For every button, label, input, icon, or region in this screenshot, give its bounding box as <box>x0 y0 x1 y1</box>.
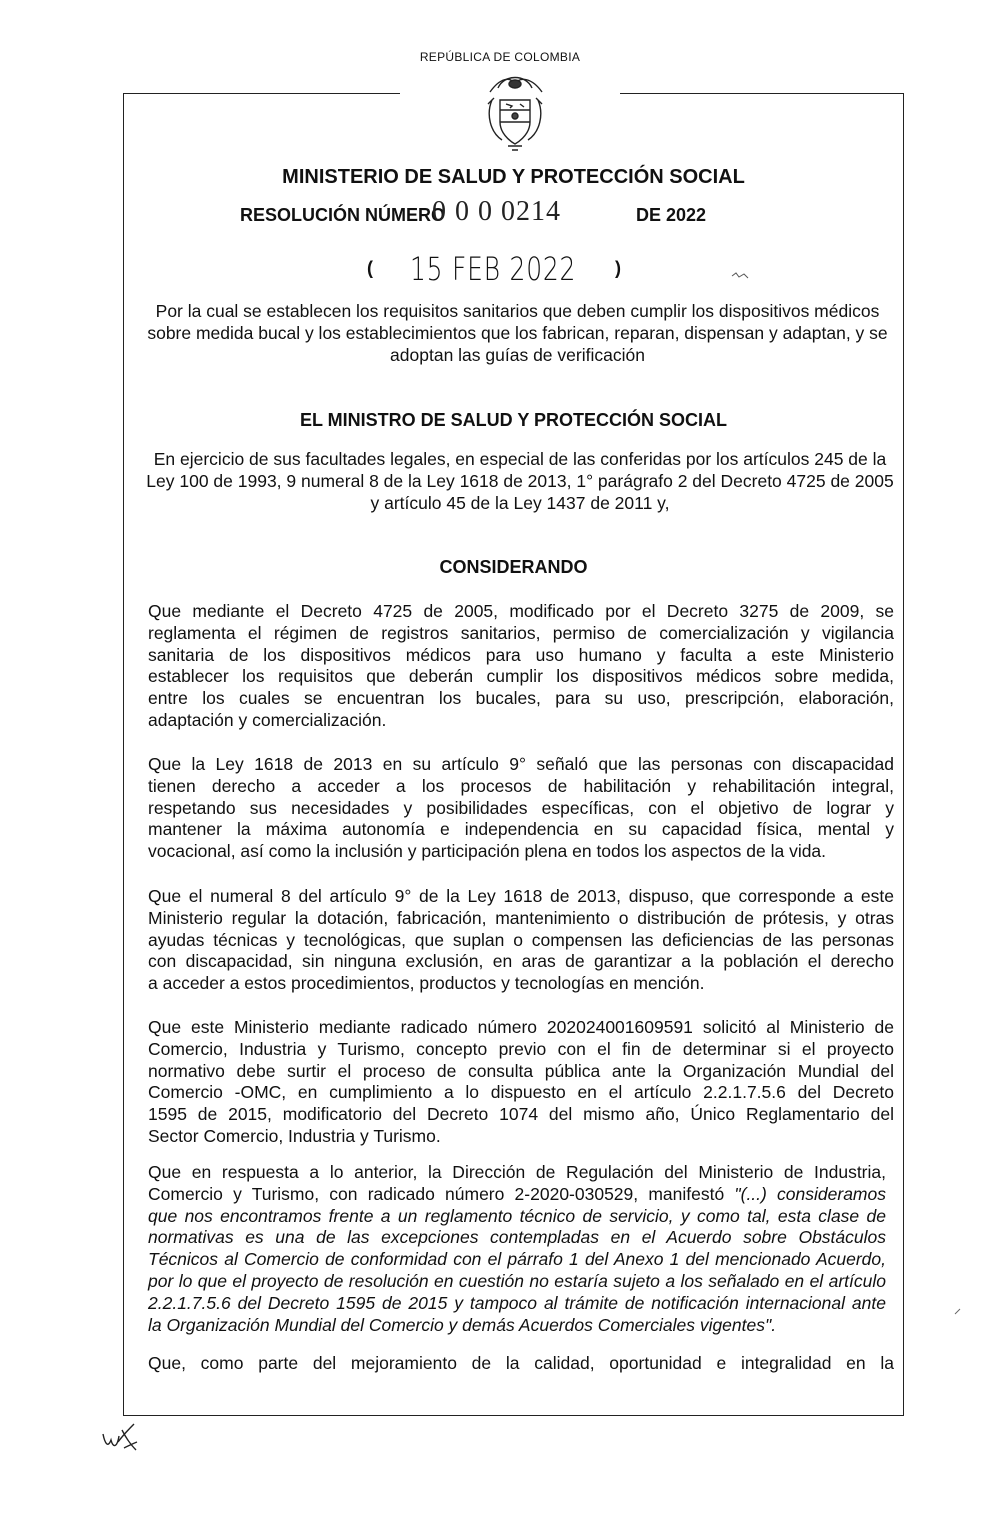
republica-heading: REPÚBLICA DE COLOMBIA <box>419 50 581 64</box>
date-paren-close: ) <box>615 258 621 278</box>
ministerio-title: MINISTERIO DE SALUD Y PROTECCIÓN SOCIAL <box>282 166 745 188</box>
paragraph-line: Que la Ley 1618 de 2013 en su artículo 9° señaló que las personas con discapacidad <box>148 754 894 774</box>
considerando-paragraph-6 <box>148 1353 894 1375</box>
paragraph-line: ayudas técnicas y tecnológicas, que suplan o compensen las deficiencias de las personas <box>148 929 894 950</box>
resolution-date-stamp: 15 FEB 2022 <box>410 250 577 288</box>
quote-line: normativas es una de las excepciones contempladas en el Acuerdo sobre Obstáculos <box>148 1227 886 1248</box>
stamp-mark-icon <box>730 270 750 280</box>
frame-top-right-line <box>620 93 904 94</box>
paragraph-line: Que mediante el Decreto 4725 de 2005, modificado por el Decreto 3275 de 2009, se <box>148 601 894 621</box>
paragraph-text: Comercio y Turismo, con radicado número 2-2020-030529, manifestó <box>148 1183 725 1204</box>
ministro-heading: EL MINISTRO DE SALUD Y PROTECCIÓN SOCIAL <box>299 410 728 430</box>
quote-line: la Organización Mundial del Comercio y demás Acuerdos Comerciales vigentes". <box>148 1314 777 1335</box>
frame-left-line <box>123 93 124 1415</box>
quote-line: 2.2.1.7.5.6 del Decreto 1595 de 2015 y tampoco al trámite de notificación internacional ante <box>148 1292 886 1313</box>
paragraph-line: sanitaria de los dispositivos médicos para uso humano y faculta a este Ministerio <box>148 644 894 665</box>
considerando-paragraph-1 <box>148 601 894 732</box>
legal-basis-paragraph: En ejercicio de sus facultades legales, en especial de las conferidas por los artículos 245 de la Ley 100 de 1993, 9 numeral 8 de la Ley 1618 de 2013, 1° parágrafo 2 del Decreto 4725 de 2005 y artículo 45 de la Ley 1437 de 2011 y, <box>146 449 894 513</box>
considerando-heading: CONSIDERANDO <box>439 557 588 577</box>
date-paren-open: ( <box>367 258 373 278</box>
quote-start: "(...) consideramos <box>734 1183 886 1204</box>
paragraph-line: Que, como parte del mejoramiento de la calidad, oportunidad e integralidad en la <box>148 1353 894 1373</box>
paragraph-line: Comercio, Industria y Turismo, concepto previo con el fin de determinar si el proyecto <box>148 1038 894 1059</box>
paragraph-line: Que este Ministerio mediante radicado número 202024001609591 solicitó al Ministerio de <box>148 1017 894 1037</box>
paragraph-line: establecer los requisitos que deberán cumplir los dispositivos médicos sobre medida, <box>148 666 894 687</box>
quote-line: Técnicos al Comercio de conformidad con el párrafo 1 del Anexo 1 del mencionado Acuerdo, <box>148 1249 886 1270</box>
paragraph-line: mantener la máxima autonomía e independencia en su capacidad física, mental y <box>148 819 894 840</box>
handwritten-initials-icon <box>100 1420 140 1456</box>
paragraph-line: normativo debe surtir el proceso de consulta pública ante la Organización Mundial del <box>148 1060 894 1081</box>
paragraph-line: Sector Comercio, Industria y Turismo. <box>148 1125 441 1146</box>
paragraph-line: Ministerio regular la dotación, fabricación, mantenimiento o distribución de prótesis, y otras <box>148 907 894 928</box>
resolucion-label: RESOLUCIÓN NÚMERO <box>240 205 446 225</box>
paragraph-line: entre los cuales se encuentran los bucales, para su uso, prescripción, elaboración, <box>148 688 894 709</box>
resolucion-number: 0 0 0 0214 <box>432 196 561 227</box>
considerando-paragraph-2 <box>148 754 894 863</box>
stray-mark-icon <box>953 1306 963 1316</box>
paragraph-line-mixed <box>148 1184 886 1206</box>
paragraph-line: reglamenta el régimen de registros sanitarios, permiso de comercialización y vigilancia <box>148 622 894 643</box>
considerando-paragraph-3 <box>148 886 894 995</box>
paragraph-line: respetando sus necesidades y posibilidades específicas, con el objetivo de lograr y <box>148 797 894 818</box>
frame-right-line <box>903 93 904 1415</box>
considerando-paragraph-4 <box>148 1017 894 1148</box>
quote-line: por lo que el proyecto de resolución en cuestión no estaría sujeto a los señalado en el artículo <box>148 1270 886 1291</box>
resolution-summary: Por la cual se establecen los requisitos sanitarios que deben cumplir los dispositivos médicos sobre medida bucal y los establecimientos que los fabrican, reparan, dispensan y adaptan, y se adoptan las guías de verificación <box>147 301 888 365</box>
quote-line: que nos encontramos frente a un reglamento técnico de servicio, y como tal, esta clase de <box>148 1205 886 1226</box>
frame-top-left-line <box>123 93 400 94</box>
colombia-coat-of-arms-icon <box>470 70 560 160</box>
paragraph-line: con discapacidad, sin ninguna exclusión, en aras de garantizar a la población el derecho <box>148 951 894 972</box>
paragraph-line: vocacional, así como la inclusión y participación plena en todos los aspectos de la vida. <box>148 841 827 862</box>
resolucion-year: DE 2022 <box>636 205 707 225</box>
paragraph-line: 1595 de 2015, modificatorio del Decreto 1074 del mismo año, Único Reglamentario del <box>148 1104 894 1125</box>
paragraph-line: Que el numeral 8 del artículo 9° de la Ley 1618 de 2013, dispuso, que corresponde a este <box>148 886 894 906</box>
frame-bottom-line <box>123 1415 904 1416</box>
considerando-paragraph-5 <box>148 1162 886 1336</box>
paragraph-line: Que en respuesta a lo anterior, la Dirección de Regulación del Ministerio de Industria, <box>148 1162 886 1182</box>
paragraph-line: adaptación y comercialización. <box>148 709 387 730</box>
paragraph-line: Comercio -OMC, en cumplimiento a lo dispuesto en el artículo 2.2.1.7.5.6 del Decreto <box>148 1082 894 1103</box>
paragraph-line: tienen derecho a acceder a los procesos de habilitación y rehabilitación integral, <box>148 775 894 796</box>
paragraph-line: a acceder a estos procedimientos, productos y tecnologías en mención. <box>148 973 705 994</box>
